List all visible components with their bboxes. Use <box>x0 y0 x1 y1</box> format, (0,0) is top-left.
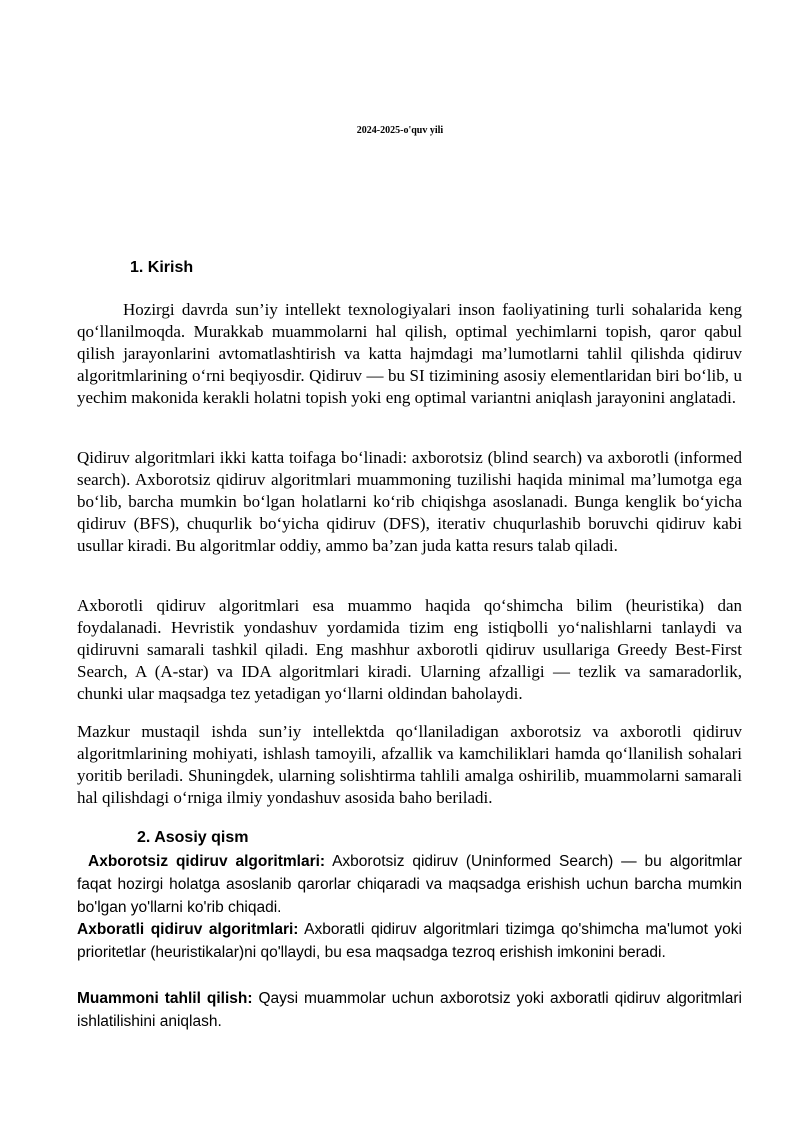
main-item-informed-search <box>77 918 742 964</box>
term-description: Qaysi muammolar uchun axborotsiz yoki axboratli qidiruv algoritmlari ishlatilishini aniqlash. <box>77 990 742 1030</box>
term-description: Axborotsiz qidiruv (Uninformed Search) — bu algoritmlar faqat hozirgi holatga asoslanib qarorlar chiqaradi va maqsadga erishish uchun barcha mumkin bo'lgan yo'llarni ko'rib chiqadi. <box>77 853 742 916</box>
intro-paragraph-4: Mazkur mustaqil ishda sun’iy intellektda qo‘llaniladigan axborotsiz va axborotli qidiruv algoritmlarining mohiyati, ishlash tamoyili, afzallik va kamchiliklari hamda qo‘llanilish sohalari yoritib beriladi. Shuningdek, ularning solishtirma tahlili amalga oshirilib, muammolarni samarali hal qilishdagi o‘rniga ilmiy yondashuv asosida baho beriladi. <box>77 722 742 807</box>
term-label: Axboratli qidiruv algoritmlari: <box>77 921 299 938</box>
term-label: Muammoni tahlil qilish: <box>77 990 253 1007</box>
academic-year-header: 2024-2025-o'quv yili <box>356 125 444 136</box>
intro-paragraph-2: Qidiruv algoritmlari ikki katta toifaga bo‘linadi: axborotsiz (blind search) va axborotli (informed search). Axborotsiz qidiruv algoritmlari muammoning tuzilishi haqida minimal ma’lumotga ega bo‘lib, barcha mumkin bo‘lgan holatlarni ko‘rib chiqishga asoslanadi. Bunga kenglik bo‘yicha qidiruv (BFS), chuqurlik bo‘yicha qidiruv (DFS), iterativ chuqurlashib boruvchi qidiruv kabi usullar kiradi. Bu algoritmlar oddiy, ammo ba’zan juda katta resurs talab qiladi. <box>77 448 742 555</box>
intro-paragraph-1: Hozirgi davrda sun’iy intellekt texnologiyalari inson faoliyatining turli sohalarida keng qo‘llanilmoqda. Murakkab muammolarni hal qilish, optimal yechimlarni topish, qaror qabul qilish jarayonlarini avtomatlashtirish va katta hajmdagi ma’lumotlarni tahlil qilishda qidiruv algoritmlarining o‘rni beqiyosdir. Qidiruv — bu SI tizimining asosiy elementlaridan biri bo‘lib, u yechim makonida kerakli holatni topish yoki eng optimal variantni aniqlash jarayonini anglatadi. <box>77 300 742 407</box>
section-title-main-part: 2. Asosiy qism <box>137 829 249 846</box>
term-label: Axborotsiz qidiruv algoritmlari: <box>88 853 326 870</box>
intro-paragraph-3: Axborotli qidiruv algoritmlari esa muammo haqida qo‘shimcha bilim (heuristika) dan foydalanadi. Hevristik yondashuv yordamida tizim eng istiqbolli yo‘nalishlarni tanlaydi va qidiruvni samarali tashkil qiladi. Eng mashhur axborotli qidiruv usullariga Greedy Best-First Search, A (A-star) va IDA algoritmlari kiradi. Ularning afzalligi — tezlik va samaradorlik, chunki ular maqsadga tez yetadigan yo‘llarni oldindan baholaydi. <box>77 596 742 703</box>
term-description: Axboratli qidiruv algoritmlari tizimga qo'shimcha ma'lumot yoki prioritetlar (heuristikalar)ni qo'llaydi, bu esa maqsadga tezroq erishish imkonini beradi. <box>77 921 742 961</box>
section-title-introduction: 1. Kirish <box>130 259 194 276</box>
main-item-problem-analysis <box>77 987 742 1033</box>
main-item-uninformed-search <box>77 850 742 919</box>
